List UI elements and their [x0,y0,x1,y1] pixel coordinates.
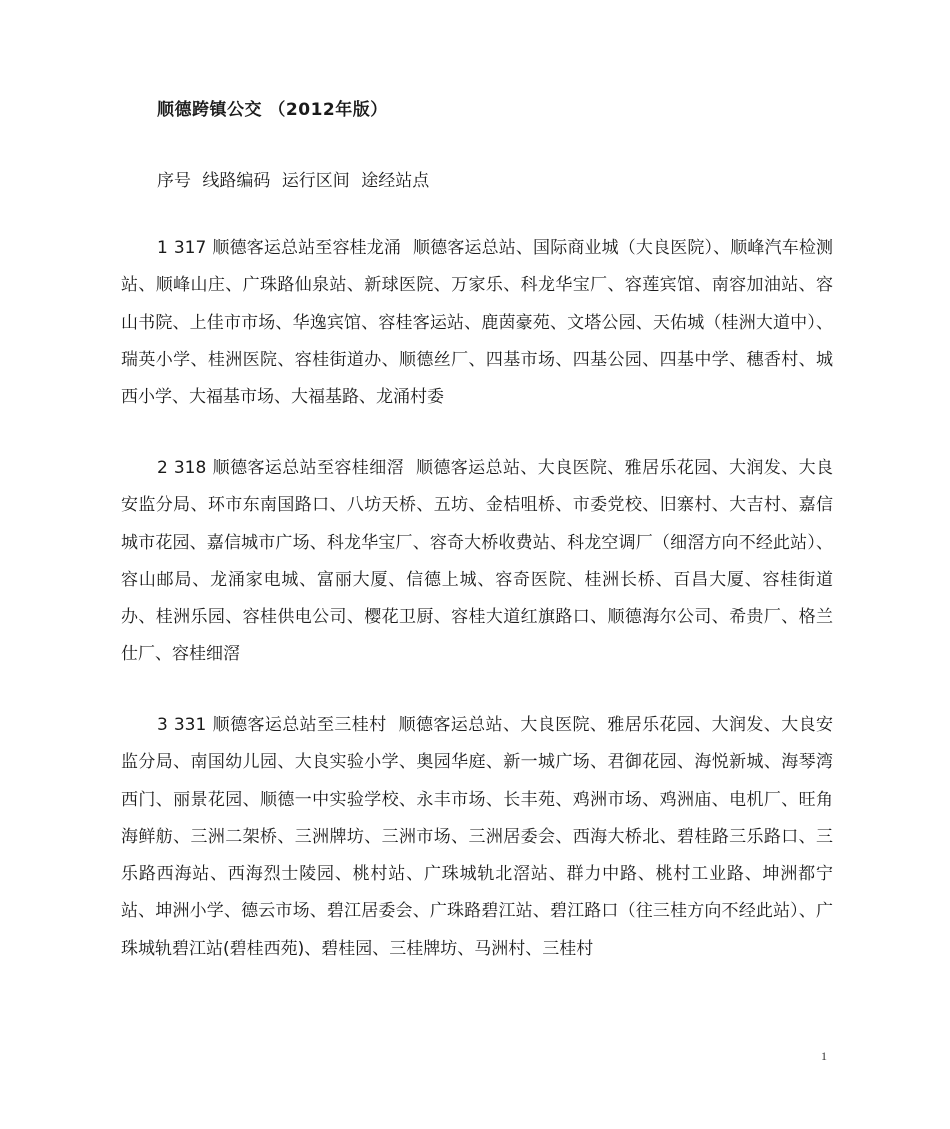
column-header-seq: 序号 [157,171,191,191]
document-title: 顺德跨镇公交 （2012年版） [157,100,388,120]
column-header-code: 线路编码 [202,171,271,191]
route-entry [121,450,833,674]
route-code: 317 [173,238,207,258]
route-stops: 顺德客运总站、大良医院、雅居乐花园、大润发、大良安监分局、南国幼儿园、大良实验小学、奥园华庭、新一城广场、君御花园、海悦新城、海琴湾西门、丽景花园、顺德一中实验学校、永丰市场、长丰苑、鸡洲市场、鸡洲庙、电机厂、旺角海鲜舫、三洲二架桥、三洲牌坊、三洲市场、三洲居委会、西海大桥北、碧桂路三乐路口、三乐路西海站、西海烈士陵园、桃村站、广珠城轨北滘站、群力中路、桃村工业路、坤洲都宁站、坤洲小学、德云市场、碧江居委会、广珠路碧江站、碧江路口（往三桂方向不经此站）、广珠城轨碧江站(碧桂西苑)、碧桂园、三桂牌坊、马洲村、三桂村 [121,715,833,959]
route-stops: 顺德客运总站、国际商业城（大良医院）、顺峰汽车检测站、顺峰山庄、广珠路仙泉站、新球医院、万家乐、科龙华宝厂、容莲宾馆、南容加油站、容山书院、上佳市市场、华逸宾馆、容桂客运站、鹿茵豪苑、文塔公园、天佑城（桂洲大道中）、瑞英小学、桂洲医院、容桂街道办、顺德丝厂、四基市场、四基公园、四基中学、穗香村、城西小学、大福基市场、大福基路、龙涌村委 [121,238,834,408]
column-header-row [157,166,435,191]
route-seq: 1 [157,238,168,258]
column-header-range: 运行区间 [281,171,350,191]
route-range: 顺德客运总站至三桂村 [212,715,387,735]
route-code: 331 [173,715,207,735]
route-range: 顺德客运总站至容桂龙涌 [212,238,402,258]
route-entry [121,230,833,416]
route-entry [121,707,833,968]
route-stops: 顺德客运总站、大良医院、雅居乐花园、大润发、大良安监分局、环市东南国路口、八坊天桥、五坊、金桔咀桥、市委党校、旧寨村、大吉村、嘉信城市花园、嘉信城市广场、科龙华宝厂、容奇大桥收费站、科龙空调厂（细滘方向不经此站）、容山邮局、龙涌家电城、富丽大厦、信德上城、容奇医院、桂洲长桥、百昌大厦、容桂街道办、桂洲乐园、容桂供电公司、樱花卫厨、容桂大道红旗路口、顺德海尔公司、希贵厂、格兰仕厂、容桂细滘 [121,458,833,665]
route-range: 顺德客运总站至容桂细滘 [212,458,404,478]
route-code: 318 [173,458,207,478]
route-seq: 3 [157,715,168,735]
column-header-stops: 途经站点 [361,171,430,191]
route-seq: 2 [157,458,168,478]
page-number: 1 [821,1049,827,1063]
